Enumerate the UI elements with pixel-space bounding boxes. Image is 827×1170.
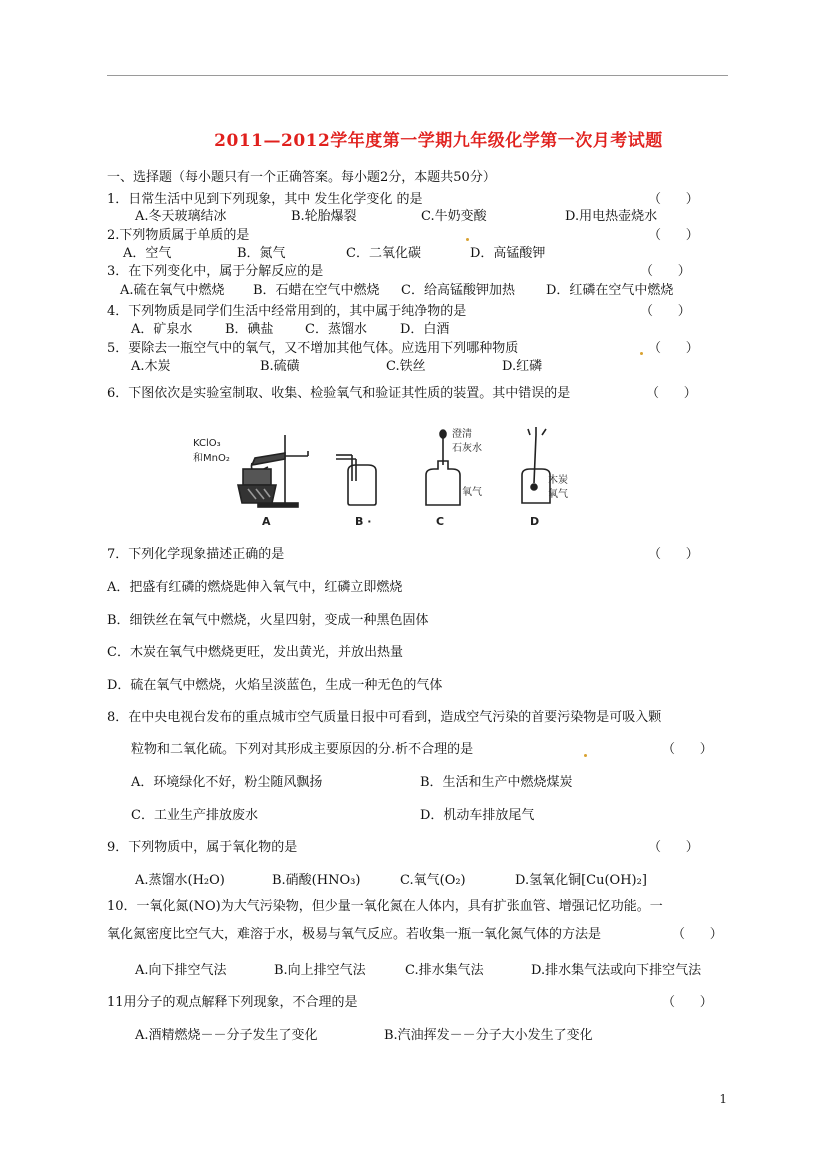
q8-option-d: D．机动车排放尾气 xyxy=(420,808,535,823)
q4-option-b: B．碘盐 xyxy=(225,322,274,337)
question-8-stem-cont: 粒物和二氧化硫。下列对其形成主要原因的分.析不合理的是 xyxy=(131,742,474,757)
q10-option-a: A.向下排空气法 xyxy=(135,963,227,978)
header-rule xyxy=(107,75,728,76)
speck-mark xyxy=(640,352,643,355)
apparatus-c xyxy=(426,430,460,505)
q11-option-b: B.汽油挥发－－分子大小发生了变化 xyxy=(384,1028,593,1043)
q11-option-a: A.酒精燃烧－－分子发生了变化 xyxy=(135,1028,318,1043)
q10-option-d: D.排水集气法或向下排空气法 xyxy=(531,963,702,978)
apparatus-b xyxy=(336,455,376,505)
question-1-stem: 1．日常生活中见到下列现象，其中 发生化学变化 的是 xyxy=(107,192,423,207)
question-2-stem: 2.下列物质属于单质的是 xyxy=(107,228,250,243)
q1-option-c: C.牛奶变酸 xyxy=(421,209,487,224)
question-3-stem: 3．在下列变化中，属于分解反应的是 xyxy=(107,264,324,279)
label-a: A xyxy=(262,515,271,528)
speck-mark xyxy=(466,238,469,241)
question-6-stem: 6．下图依次是实验室制取、收集、检验氧气和验证其性质的装置。其中错误的是 xyxy=(107,386,571,401)
answer-bracket: （ ） xyxy=(648,840,699,855)
question-9-stem: 9．下列物质中，属于氧化物的是 xyxy=(107,840,298,855)
q9-option-d: D.氢氧化铜[Cu(OH)₂] xyxy=(515,873,647,888)
apparatus-d xyxy=(522,427,550,503)
q3-option-a: A.硫在氧气中燃烧 xyxy=(120,283,225,298)
answer-bracket: （ ） xyxy=(648,341,699,356)
label-c: C xyxy=(436,515,445,528)
section-heading: 一、选择题（每小题只有一个正确答案。每小题2分，本题共50分） xyxy=(107,170,496,185)
q7-option-b: B．细铁丝在氧气中燃烧，火星四射，变成一种黑色固体 xyxy=(107,613,429,628)
q10-option-b: B.向上排空气法 xyxy=(274,963,366,978)
label-clear: 澄清 xyxy=(452,429,472,440)
question-11-stem: 11用分子的观点解释下列现象，不合理的是 xyxy=(107,995,358,1010)
reagent-kclo3: KClO₃ xyxy=(193,438,221,449)
label-limewater: 石灰水 xyxy=(452,443,482,454)
q8-option-a: A．环境绿化不好，粉尘随风飘扬 xyxy=(131,775,323,790)
label-b: B · xyxy=(355,515,372,528)
answer-bracket: （ ） xyxy=(648,547,699,562)
q2-option-d: D．高锰酸钾 xyxy=(470,246,546,261)
q4-option-d: D．白酒 xyxy=(400,322,450,337)
q4-option-c: C．蒸馏水 xyxy=(305,322,367,337)
q9-option-a: A.蒸馏水(H₂O) xyxy=(135,873,225,888)
question-5-stem: 5．要除去一瓶空气中的氧气，又不增加其他气体。应选用下列哪种物质 xyxy=(107,341,519,356)
answer-bracket: （ ） xyxy=(662,742,713,757)
answer-bracket: （ ） xyxy=(662,995,713,1010)
q8-option-b: B．生活和生产中燃烧煤炭 xyxy=(420,775,573,790)
apparatus-a xyxy=(238,435,308,507)
q4-option-a: A．矿泉水 xyxy=(131,322,193,337)
speck-mark xyxy=(584,754,587,757)
label-oxygen-d: 氧气 xyxy=(548,489,568,500)
answer-bracket: （ ） xyxy=(640,264,691,279)
q2-option-c: C．二氧化碳 xyxy=(346,246,421,261)
question-8-stem: 8．在中央电视台发布的重点城市空气质量日报中可看到，造成空气污染的首要污染物是可吸入颗 xyxy=(107,710,662,725)
answer-bracket: （ ） xyxy=(648,228,699,243)
q3-option-c: C．给高锰酸钾加热 xyxy=(401,283,515,298)
answer-bracket: （ ） xyxy=(640,304,691,319)
answer-bracket: （ ） xyxy=(646,386,697,401)
q2-option-a: A．空气 xyxy=(123,246,172,261)
q5-option-b: B.硫磺 xyxy=(260,359,300,374)
q10-option-c: C.排水集气法 xyxy=(405,963,484,978)
q5-option-c: C.铁丝 xyxy=(386,359,426,374)
q7-option-d: D．硫在氧气中燃烧，火焰呈淡蓝色，生成一种无色的气体 xyxy=(107,678,443,693)
answer-bracket: （ ） xyxy=(672,927,723,942)
label-charcoal: 木炭 xyxy=(548,475,568,486)
q8-option-c: C．工业生产排放废水 xyxy=(131,808,258,823)
q1-option-b: B.轮胎爆裂 xyxy=(291,209,357,224)
label-oxygen-c: 氧气 xyxy=(462,487,482,498)
label-d: D xyxy=(530,515,540,528)
q5-option-a: A.木炭 xyxy=(131,359,171,374)
q7-option-a: A．把盛有红磷的燃烧匙伸入氧气中，红磷立即燃烧 xyxy=(107,580,403,595)
q3-option-d: D．红磷在空气中燃烧 xyxy=(546,283,674,298)
answer-bracket: （ ） xyxy=(648,192,699,207)
q3-option-b: B．石蜡在空气中燃烧 xyxy=(253,283,380,298)
q9-option-c: C.氧气(O₂) xyxy=(400,873,466,888)
q7-option-c: C．木炭在氧气中燃烧更旺，发出黄光，并放出热量 xyxy=(107,645,403,660)
q9-option-b: B.硝酸(HNO₃) xyxy=(272,873,361,888)
q5-option-d: D.红磷 xyxy=(502,359,543,374)
question-10-stem-cont: 氧化氮密度比空气大，难溶于水，极易与氧气反应。若收集一瓶一氧化氮气体的方法是 xyxy=(107,927,602,942)
apparatus-figure xyxy=(190,425,570,537)
page-title: 2011—2012学年度第一学期九年级化学第一次月考试题 xyxy=(214,131,663,151)
page-number: 1 xyxy=(719,1092,727,1106)
question-7-stem: 7．下列化学现象描述正确的是 xyxy=(107,547,285,562)
question-4-stem: 4．下列物质是同学们生活中经常用到的，其中属于纯净物的是 xyxy=(107,304,467,319)
q1-option-d: D.用电热壶烧水 xyxy=(565,209,658,224)
reagent-mno2: 和MnO₂ xyxy=(193,453,230,464)
q2-option-b: B．氮气 xyxy=(237,246,286,261)
q1-option-a: A.冬天玻璃结冰 xyxy=(135,209,227,224)
question-10-stem: 10．一氧化氮(NO)为大气污染物，但少量一氧化氮在人体内，具有扩张血管、增强记忆功能。一 xyxy=(107,899,663,914)
